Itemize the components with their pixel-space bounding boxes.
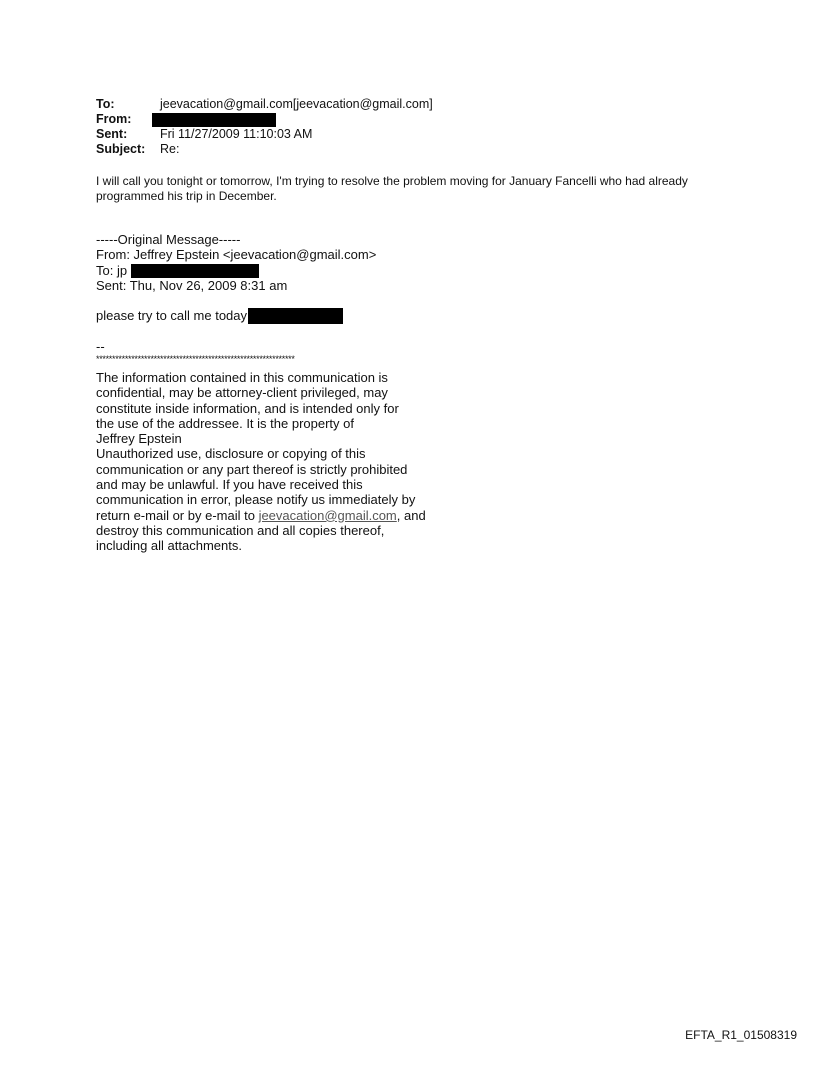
email-header [96, 97, 433, 157]
disclaimer-line: and may be unlawful. If you have received this [96, 477, 363, 493]
return-suffix: , and [396, 507, 426, 523]
original-to [96, 263, 376, 278]
disclaimer-line: The information contained in this communication is [96, 370, 388, 385]
to-value: jeevacation@gmail.com[jeevacation@gmail.com] [160, 97, 433, 111]
subject-row [96, 142, 433, 157]
original-separator: -----Original Message----- [96, 232, 241, 247]
subject-label: Subject: [96, 142, 146, 156]
disclaimer-line: Unauthorized use, disclosure or copying of this [96, 446, 366, 462]
disclaimer-line-return [96, 508, 426, 523]
message-redaction [248, 308, 343, 324]
document-id: EFTA_R1_01508319 [685, 1028, 797, 1042]
signature-dashes: -- [96, 339, 105, 354]
disclaimer-line: confidential, may be attorney-client privileged, may [96, 385, 388, 401]
disclaimer-line: communication in error, please notify us immediately by [96, 492, 416, 508]
original-sent: Sent: Thu, Nov 26, 2009 8:31 am [96, 278, 288, 294]
to-row [96, 97, 433, 112]
original-message-body [96, 308, 343, 324]
subject-value: Re: [160, 142, 180, 156]
to-label: To: [96, 97, 115, 111]
original-message-header [96, 232, 376, 294]
from-label: From: [96, 112, 132, 126]
confidentiality-disclaimer [96, 370, 426, 554]
disclaimer-line: including all attachments. [96, 538, 242, 554]
disclaimer-line: constitute inside information, and is intended only for [96, 400, 399, 416]
to-redaction [131, 264, 259, 278]
from-redaction [152, 113, 276, 127]
original-message-text: please try to call me today [96, 308, 248, 323]
email-link[interactable]: jeevacation@gmail.com [258, 507, 397, 523]
sent-label: Sent: [96, 127, 128, 141]
signature-stars: ************************************************************** [96, 354, 295, 364]
disclaimer-line: destroy this communication and all copies thereof, [96, 522, 385, 538]
disclaimer-line: communication or any part thereof is strictly prohibited [96, 461, 408, 477]
message-body: I will call you tonight or tomorrow, I'm trying to resolve the problem moving for January Fancelli who had already programmed his trip in December. [96, 174, 688, 203]
from-row [96, 112, 433, 127]
original-to-prefix: To: jp [96, 262, 128, 278]
sent-value: Fri 11/27/2009 11:10:03 AM [160, 127, 313, 141]
original-from: From: Jeffrey Epstein <jeevacation@gmail.com> [96, 247, 377, 263]
disclaimer-line: the use of the addressee. It is the property of [96, 415, 354, 431]
disclaimer-line: Jeffrey Epstein [96, 431, 182, 447]
sent-row [96, 127, 433, 142]
return-prefix: return e-mail or by e-mail to [96, 507, 259, 523]
